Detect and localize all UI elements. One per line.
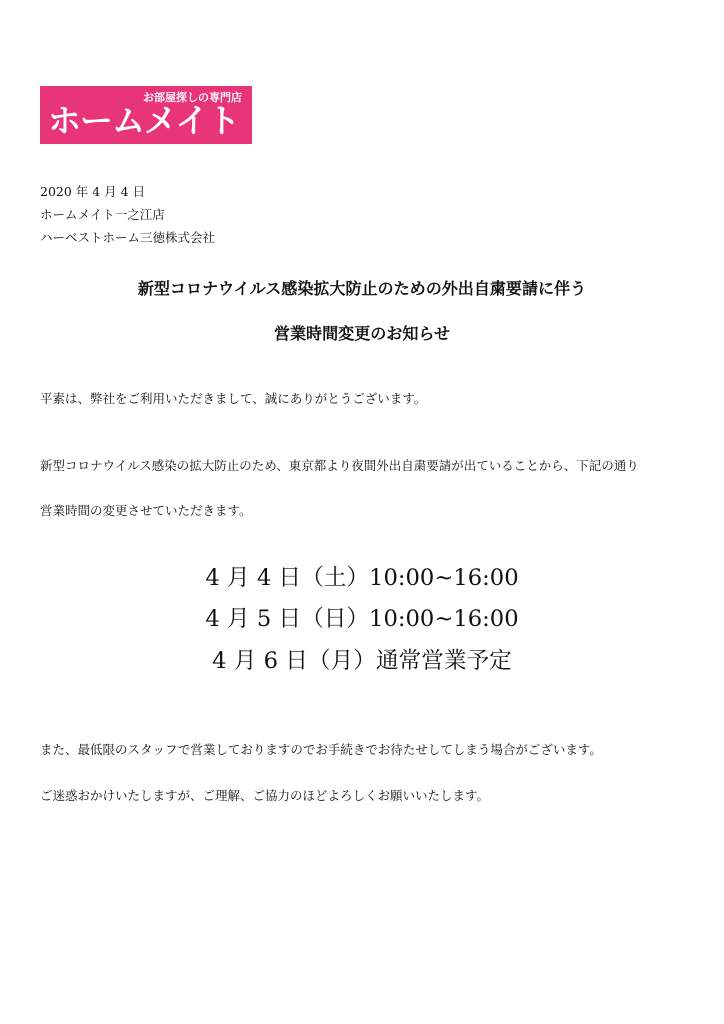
schedule-line: 4 月 5 日（日）10:00~16:00: [205, 606, 519, 632]
note-text-line-2: ご迷惑おかけいたしますが、ご理解、ご協力のほどよろしくお願いいたします。: [40, 788, 490, 803]
store-name: ホームメイト一之江店: [40, 207, 165, 222]
document-meta: [40, 180, 215, 249]
notice-title-line-2: 営業時間変更のお知らせ: [273, 324, 451, 343]
issue-date: 2020 年 4 月 4 日: [40, 184, 146, 199]
company-logo: [40, 86, 252, 144]
greeting-text: 平素は、弊社をご利用いただきまして、誠にありがとうございます。: [40, 391, 427, 406]
schedule-line: 4 月 4 日（土）10:00~16:00: [205, 565, 519, 591]
notice-title-line-1: 新型コロナウイルス感染拡大防止のための外出自粛要請に伴う: [137, 279, 587, 298]
schedule-line: 4 月 6 日（月）通常営業予定: [212, 648, 512, 674]
company-name: ハーベストホーム三徳株式会社: [40, 230, 216, 245]
logo-name: ホームメイト: [48, 101, 240, 140]
note-text-line-1: また、最低限のスタッフで営業しておりますのでお手続きでお待たせしてしまう場合がございます。: [40, 742, 602, 757]
logo-tagline: お部屋探しの専門店: [143, 91, 242, 104]
reason-text-line-1: 新型コロナウイルス感染の拡大防止のため、東京都より夜間外出自粛要請が出ていることから、下記の通り: [40, 458, 639, 473]
reason-text-line-2: 営業時間の変更させていただきます。: [40, 503, 252, 518]
